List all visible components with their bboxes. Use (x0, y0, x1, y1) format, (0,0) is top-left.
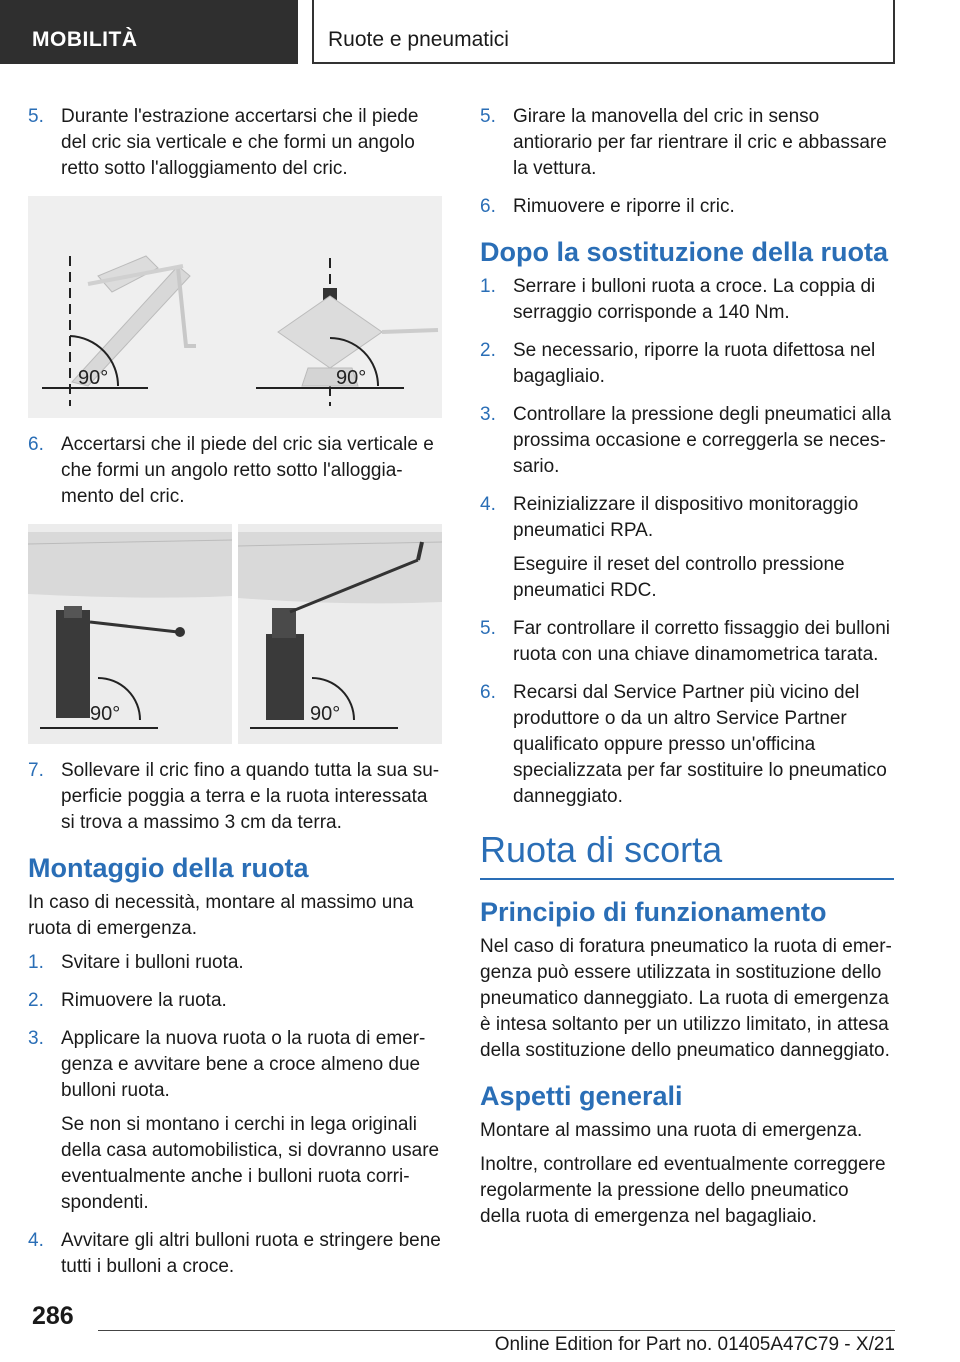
after-heading: Dopo la sostituzione della ruota (480, 237, 889, 267)
step-number: 1. (480, 276, 496, 297)
step-number: 6. (28, 434, 44, 455)
jack-illustration (28, 196, 442, 418)
step-number: 2. (28, 990, 44, 1011)
mount-step-1 (28, 950, 442, 976)
step-text: Serrare i bulloni ruota a croce. La coppia di serraggio corrisponde a 140 Nm. (513, 276, 876, 323)
step-number: 4. (28, 1230, 44, 1251)
jack-under-car-illustration (28, 524, 442, 744)
after-step-3 (480, 402, 894, 480)
page-number: 286 (32, 1302, 74, 1330)
step-text: Reinizializzare il dispositivo monitoraggio pneumatici RPA. (513, 494, 859, 541)
after-step-4 (480, 492, 894, 604)
step-6-right (480, 194, 894, 220)
angle-label: 90° (310, 703, 341, 725)
general-text-1: Montare al massimo una ruota di emergenza. (480, 1120, 863, 1141)
step-number: 6. (480, 682, 496, 703)
step-number: 3. (28, 1028, 44, 1049)
principle-heading: Principio di funzionamento (480, 897, 827, 927)
step-text: Svitare i bulloni ruota. (61, 952, 244, 973)
step-text: Applicare la nuova ruota o la ruota di emergenza e avvitare bene a croce almeno due bulloni ruota. (61, 1028, 426, 1101)
mount-heading: Montaggio della ruota (28, 853, 309, 883)
step-number: 7. (28, 760, 44, 781)
step-note: Se non si montano i cerchi in lega originali della casa automobilistica, si dovranno usare eventualmente anche i bulloni ruota corrispondenti. (61, 1114, 440, 1213)
step-5-left (28, 104, 442, 182)
general-heading: Aspetti generali (480, 1081, 683, 1111)
principle-text: Nel caso di foratura pneumatico la ruota di emergenza può essere utilizzata in sostituzione dello pneumatico danneggiato. La ruota di emergenza è intesa soltanto per un utilizzo limitato, in attesa della sostituzione dello pneumatico danneggiato. (480, 936, 892, 1061)
right-column (480, 104, 894, 1238)
step-number: 5. (480, 106, 496, 127)
left-column (28, 104, 442, 1292)
step-5-right (480, 104, 894, 182)
mount-intro: In caso di necessità, montare al massimo una ruota di emergenza. (28, 892, 414, 939)
after-step-1 (480, 274, 894, 326)
after-step-6 (480, 680, 894, 810)
step-text: Controllare la pressione degli pneumatici alla prossima occasione e correggerla se necessario. (513, 404, 892, 477)
step-7-left (28, 758, 442, 836)
mount-step-4 (28, 1228, 442, 1280)
step-text: Sollevare il cric fino a quando tutta la sua superficie poggia a terra e la ruota interessata si trova a massimo 3 cm da terra. (61, 760, 440, 833)
step-number: 3. (480, 404, 496, 425)
after-step-2 (480, 338, 894, 390)
step-text: Durante l'estrazione accertarsi che il piede del cric sia verticale e che formi un angolo retto sotto l'alloggiamento del cric. (61, 106, 419, 179)
step-number: 5. (480, 618, 496, 639)
footer-divider (98, 1330, 895, 1331)
step-number: 1. (28, 952, 44, 973)
step-number: 6. (480, 196, 496, 217)
angle-label: 90° (336, 367, 367, 389)
header-chapter-label: Ruote e pneumatici (328, 28, 509, 51)
mount-step-3 (28, 1026, 442, 1216)
mount-step-2 (28, 988, 442, 1014)
step-number: 2. (480, 340, 496, 361)
angle-label: 90° (78, 367, 109, 389)
general-text-2: Inoltre, controllare ed eventualmente correggere regolarmente la pressione dello pneumatico della ruota di emergenza nel bagagliaio. (480, 1154, 886, 1227)
step-text: Girare la manovella del cric in senso antiorario per far rientrare il cric e abbassare la vettura. (513, 106, 887, 179)
header-chapter (312, 0, 895, 64)
step-note: Eseguire il reset del controllo pressione pneumatici RDC. (513, 554, 845, 601)
spare-heading: Ruota di scorta (480, 828, 894, 880)
step-text: Rimuovere la ruota. (61, 990, 227, 1011)
step-text: Se necessario, riporre la ruota difettosa nel bagagliaio. (513, 340, 876, 387)
jack-under-car-diagram (28, 524, 442, 744)
step-number: 5. (28, 106, 44, 127)
header-section (0, 0, 298, 64)
step-text: Recarsi dal Service Partner più vicino del produttore o da un altro Service Partner qualificato oppure presso un'officina specializzata per far sostituire lo pneumatico danneggiato. (513, 682, 887, 807)
step-6-left (28, 432, 442, 510)
step-text: Rimuovere e riporre il cric. (513, 196, 735, 217)
step-text: Avvitare gli altri bulloni ruota e stringere bene tutti i bulloni a croce. (61, 1230, 441, 1277)
header-section-label: MOBILITÀ (32, 28, 138, 51)
step-text: Accertarsi che il piede del cric sia verticale e che formi un angolo retto sotto l'alloggiamento del cric. (61, 434, 434, 507)
angle-label: 90° (90, 703, 121, 725)
step-text: Far controllare il corretto fissaggio dei bulloni ruota con una chiave dinamometrica tarata. (513, 618, 891, 665)
after-step-5 (480, 616, 894, 668)
jack-diagram (28, 196, 442, 418)
edition-note: Online Edition for Part no. 01405A47C79 - X/21 (494, 1334, 895, 1355)
step-number: 4. (480, 494, 496, 515)
